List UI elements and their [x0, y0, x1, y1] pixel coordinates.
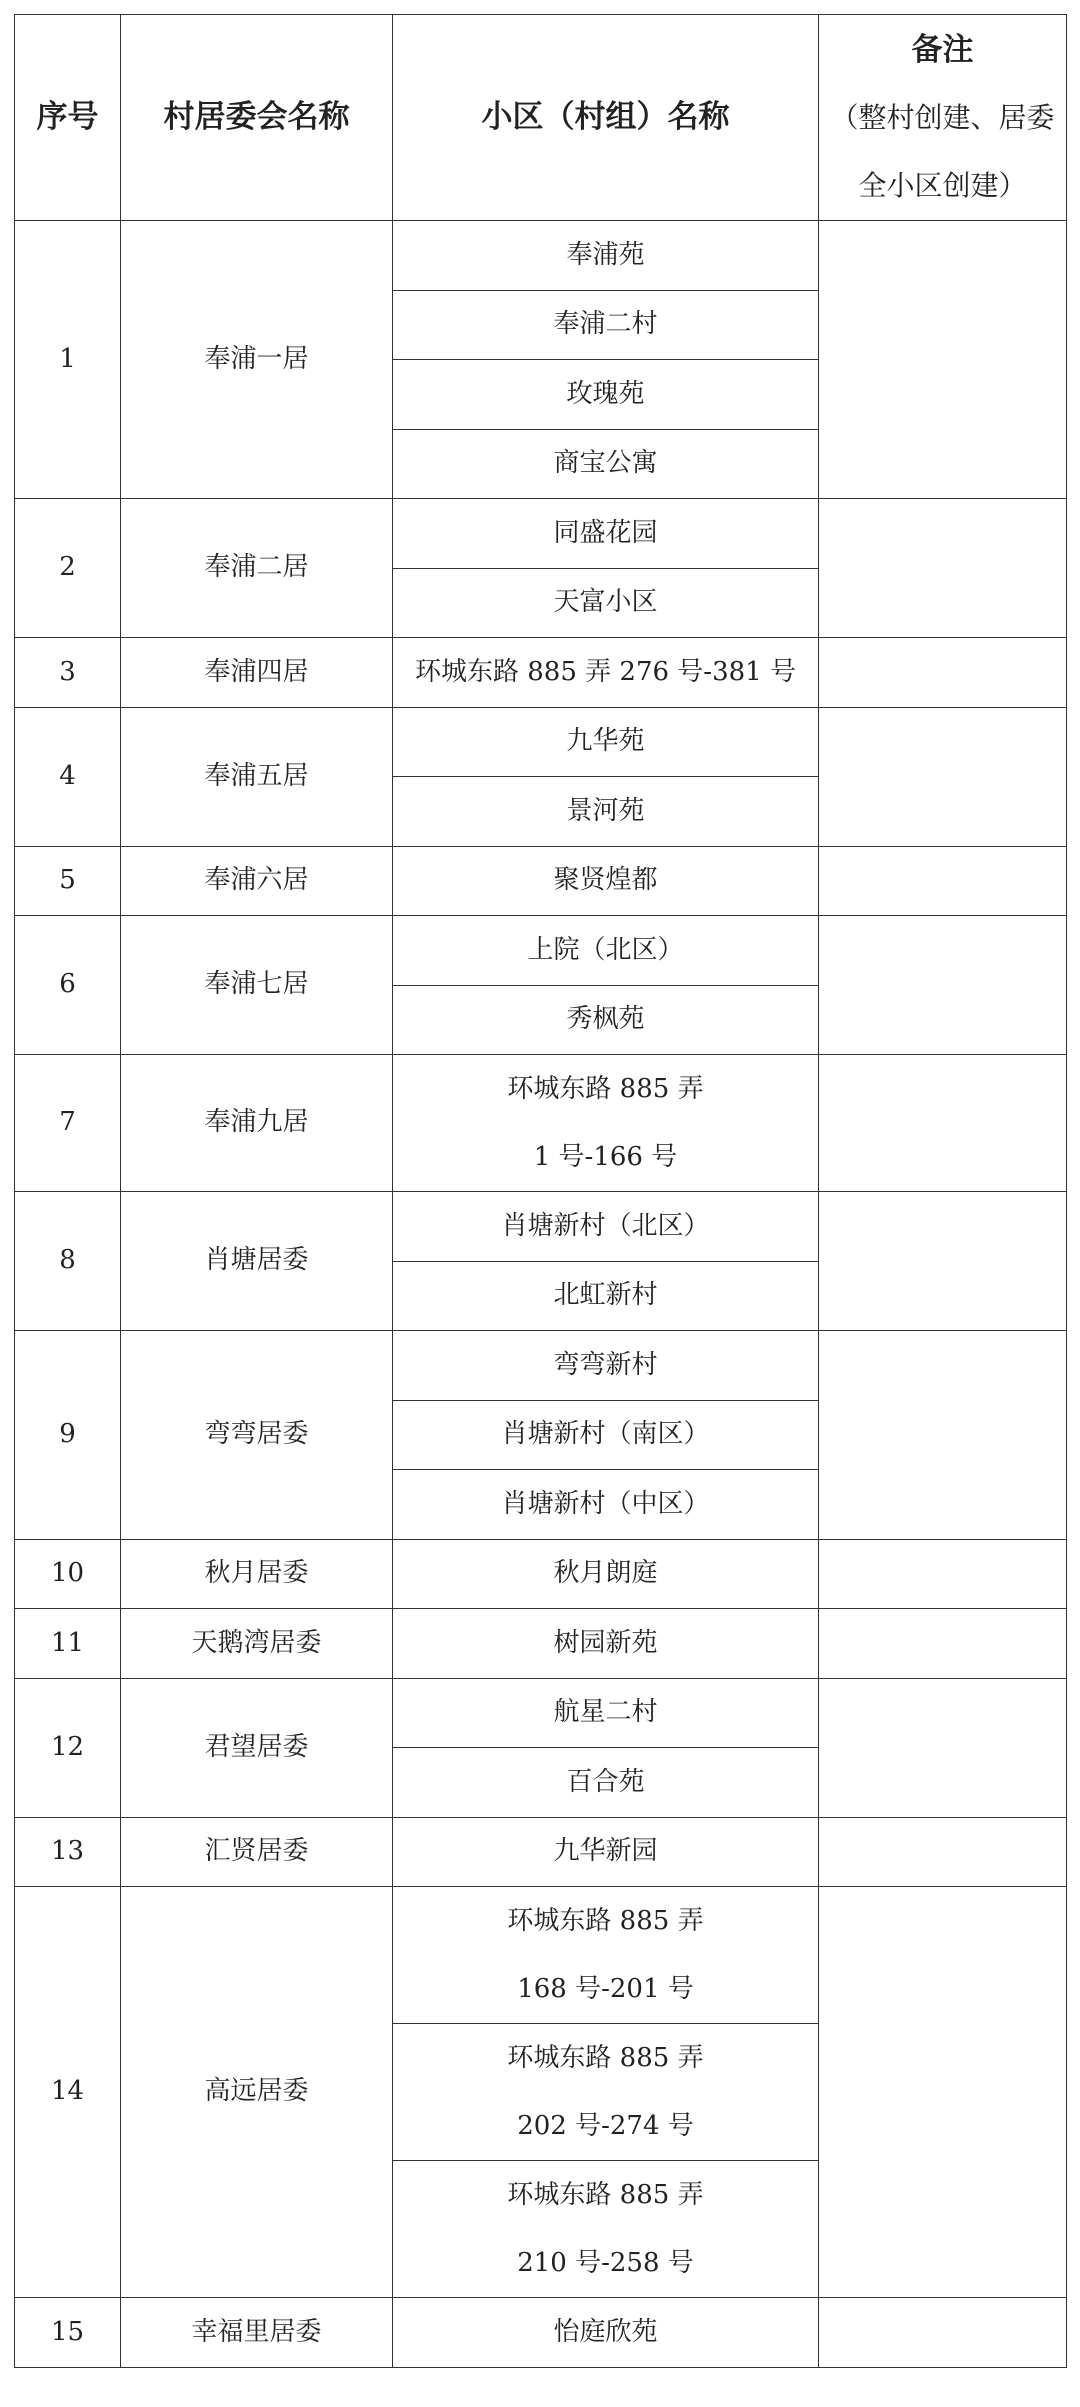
- row-community: 肖塘新村（北区）: [393, 1192, 819, 1262]
- row-community: 树园新苑: [393, 1609, 819, 1679]
- row-seq: 1: [15, 221, 121, 499]
- row-community: 怡庭欣苑: [393, 2298, 819, 2368]
- row-seq: 13: [15, 1817, 121, 1887]
- header-note: [819, 15, 1067, 221]
- community-line: 环城东路 885 弄: [507, 1906, 704, 1936]
- community-line: 环城东路 885 弄: [507, 2043, 704, 2073]
- table-row: [15, 916, 1067, 986]
- row-community: 秋月朗庭: [393, 1539, 819, 1609]
- row-note: [819, 2298, 1067, 2368]
- row-committee: 幸福里居委: [121, 2298, 393, 2368]
- row-seq: 3: [15, 638, 121, 708]
- row-community: 百合苑: [393, 1748, 819, 1818]
- row-seq: 14: [15, 1887, 121, 2298]
- row-seq: 9: [15, 1331, 121, 1540]
- table-row: [15, 1609, 1067, 1679]
- row-seq: 12: [15, 1678, 121, 1817]
- community-line: 环城东路 885 弄: [507, 1074, 704, 1104]
- community-line: 202 号-274 号: [517, 2111, 694, 2141]
- table-row: [15, 638, 1067, 708]
- row-seq: 6: [15, 916, 121, 1055]
- table-row: [15, 499, 1067, 569]
- table-row: [15, 1192, 1067, 1262]
- row-note: [819, 707, 1067, 846]
- row-community: 同盛花园: [393, 499, 819, 569]
- row-community: 航星二村: [393, 1678, 819, 1748]
- table-row: [15, 1331, 1067, 1401]
- row-community: [393, 1887, 819, 2024]
- row-community: 九华苑: [393, 707, 819, 777]
- community-line: 环城东路 885 弄: [507, 2180, 704, 2210]
- community-line: 210 号-258 号: [517, 2248, 694, 2278]
- table-header-row: [15, 15, 1067, 221]
- row-committee: 秋月居委: [121, 1539, 393, 1609]
- row-committee: 高远居委: [121, 1887, 393, 2298]
- table-row: [15, 2298, 1067, 2368]
- row-community: 肖塘新村（中区）: [393, 1470, 819, 1540]
- row-note: [819, 1055, 1067, 1192]
- row-community: [393, 2161, 819, 2298]
- community-table: [14, 14, 1067, 2368]
- row-note: [819, 638, 1067, 708]
- row-seq: 10: [15, 1539, 121, 1609]
- row-community: 聚贤煌都: [393, 846, 819, 916]
- row-community: 秀枫苑: [393, 985, 819, 1055]
- row-community: 商宝公寓: [393, 429, 819, 499]
- row-committee: 弯弯居委: [121, 1331, 393, 1540]
- row-community: 北虹新村: [393, 1261, 819, 1331]
- row-committee: 天鹅湾居委: [121, 1609, 393, 1679]
- row-committee: 汇贤居委: [121, 1817, 393, 1887]
- table-row: [15, 707, 1067, 777]
- header-community: 小区（村组）名称: [393, 15, 819, 221]
- row-seq: 8: [15, 1192, 121, 1331]
- row-note: [819, 1887, 1067, 2298]
- table-row: [15, 1539, 1067, 1609]
- header-seq: 序号: [15, 15, 121, 221]
- row-note: [819, 221, 1067, 499]
- table-row: [15, 221, 1067, 291]
- community-table-container: [14, 14, 1066, 2368]
- row-community: 上院（北区）: [393, 916, 819, 986]
- row-note: [819, 916, 1067, 1055]
- row-committee: 奉浦二居: [121, 499, 393, 638]
- header-note-line2: 全小区创建）: [858, 168, 1027, 202]
- header-note-title: 备注: [911, 31, 974, 68]
- table-body: [15, 221, 1067, 2368]
- row-community: 天富小区: [393, 568, 819, 638]
- row-seq: 7: [15, 1055, 121, 1192]
- row-committee: 奉浦五居: [121, 707, 393, 846]
- row-seq: 2: [15, 499, 121, 638]
- row-seq: 4: [15, 707, 121, 846]
- row-community: 肖塘新村（南区）: [393, 1400, 819, 1470]
- row-community: 环城东路 885 弄 276 号-381 号: [393, 638, 819, 708]
- header-committee: 村居委会名称: [121, 15, 393, 221]
- row-note: [819, 1678, 1067, 1817]
- row-community: 玫瑰苑: [393, 360, 819, 430]
- row-committee: 奉浦四居: [121, 638, 393, 708]
- row-note: [819, 1609, 1067, 1679]
- row-community: [393, 2024, 819, 2161]
- table-row: [15, 1887, 1067, 2024]
- table-row: [15, 1817, 1067, 1887]
- table-row: [15, 846, 1067, 916]
- row-note: [819, 1192, 1067, 1331]
- community-line: 1 号-166 号: [533, 1142, 678, 1172]
- row-community: 弯弯新村: [393, 1331, 819, 1401]
- row-committee: 君望居委: [121, 1678, 393, 1817]
- row-committee: 奉浦一居: [121, 221, 393, 499]
- row-community: 九华新园: [393, 1817, 819, 1887]
- header-note-line1: （整村创建、居委: [830, 100, 1055, 134]
- row-note: [819, 499, 1067, 638]
- row-committee: 肖塘居委: [121, 1192, 393, 1331]
- row-note: [819, 1817, 1067, 1887]
- row-seq: 5: [15, 846, 121, 916]
- row-seq: 15: [15, 2298, 121, 2368]
- row-note: [819, 846, 1067, 916]
- table-row: [15, 1678, 1067, 1748]
- row-committee: 奉浦七居: [121, 916, 393, 1055]
- row-community: 景河苑: [393, 777, 819, 847]
- table-row: [15, 1055, 1067, 1192]
- row-note: [819, 1539, 1067, 1609]
- row-committee: 奉浦六居: [121, 846, 393, 916]
- row-seq: 11: [15, 1609, 121, 1679]
- row-community: 奉浦二村: [393, 290, 819, 360]
- row-community: [393, 1055, 819, 1192]
- community-line: 168 号-201 号: [517, 1974, 694, 2004]
- row-community: 奉浦苑: [393, 221, 819, 291]
- row-committee: 奉浦九居: [121, 1055, 393, 1192]
- row-note: [819, 1331, 1067, 1540]
